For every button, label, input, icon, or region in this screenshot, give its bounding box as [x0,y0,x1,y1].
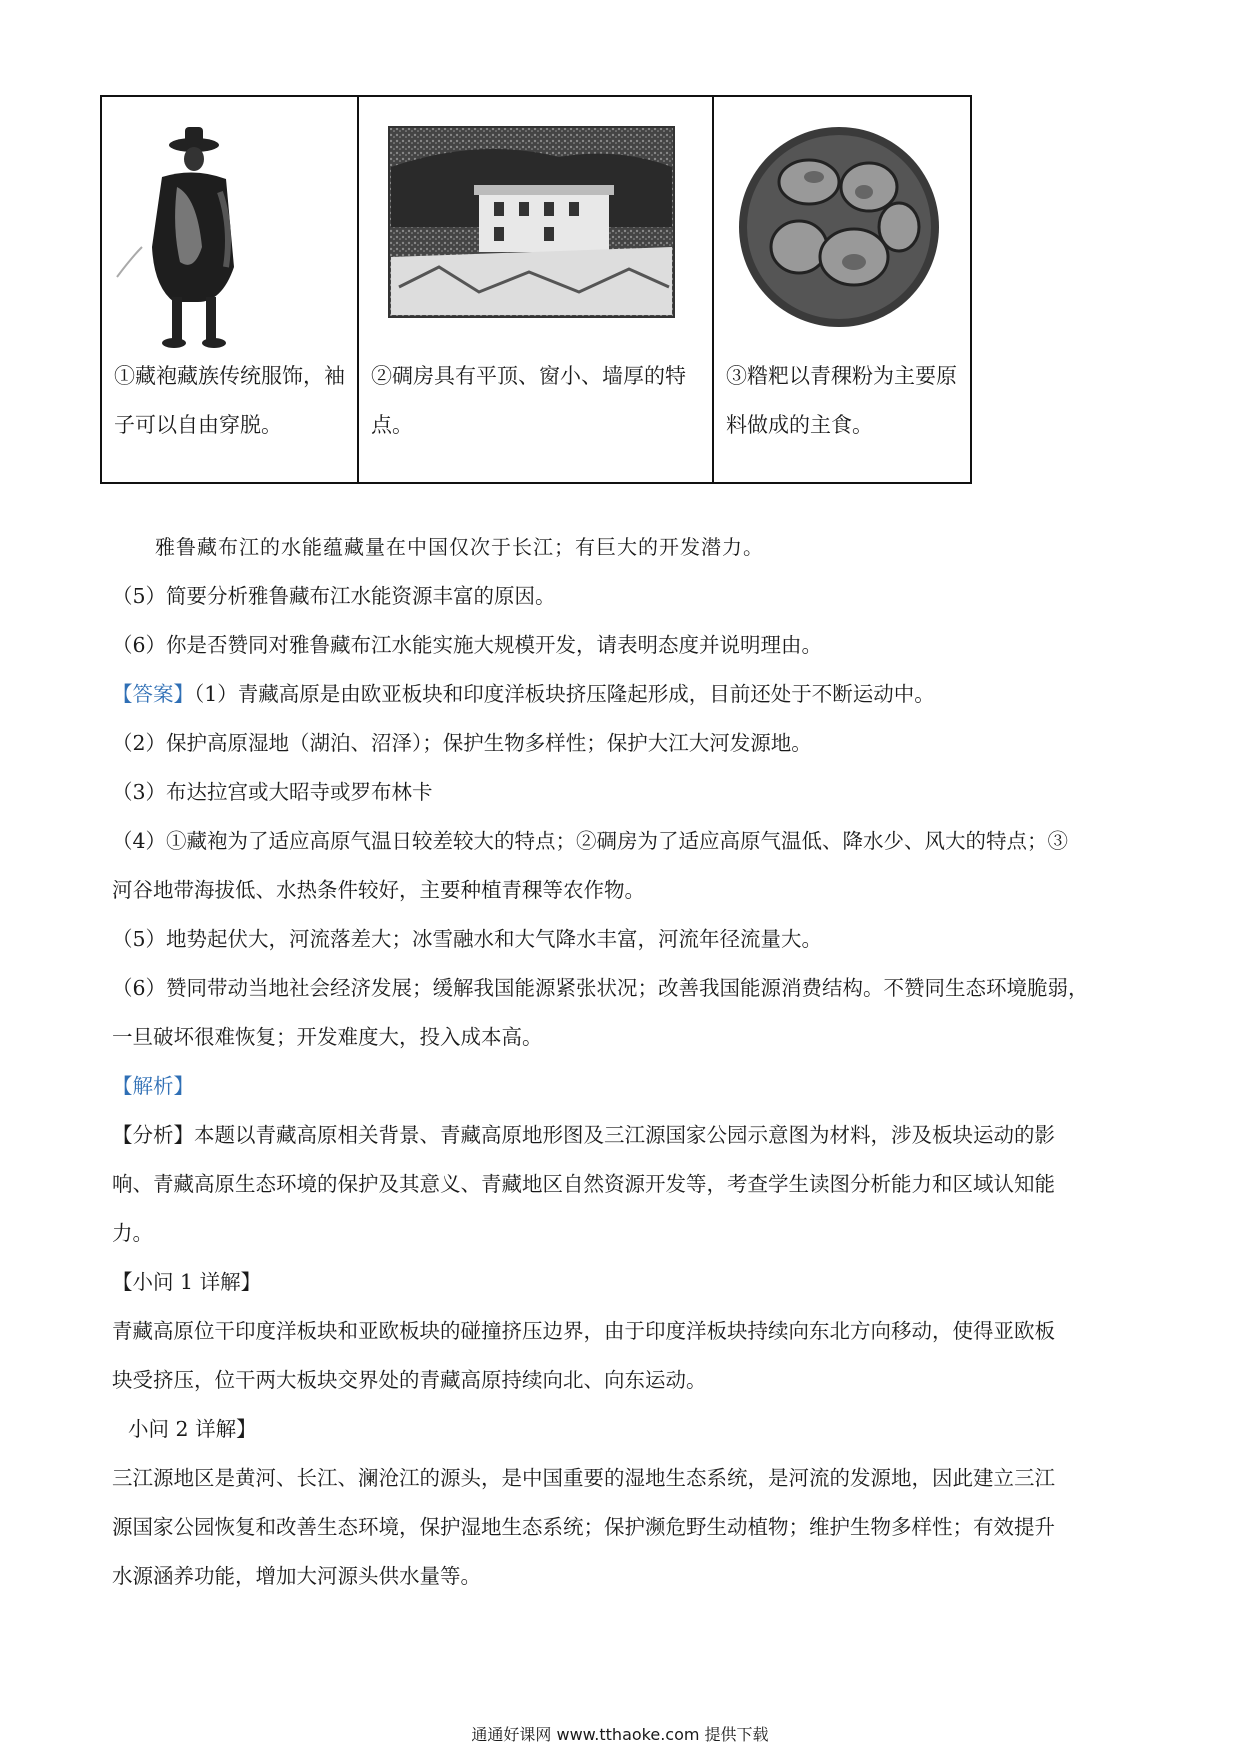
analysis-intro-line1: 【分析】本题以青藏高原相关背景、青藏高原地形图及三江源国家公园示意图为材料，涉及板块运动的影 [112,1123,1055,1147]
sub2-line2: 源国家公园恢复和改善生态环境，保护湿地生态系统；保护濒危野生动植物；维护生物多样性；有效提升 [112,1515,1055,1539]
answer-1 [112,670,1132,719]
analysis-tag: 【解析】 [112,1074,194,1098]
sub2-line3: 水源涵养功能，增加大河源头供水量等。 [112,1564,481,1588]
answer-4-line2: 河谷地带海拔低、水热条件较好，主要种植青稞等农作物。 [112,878,645,902]
sub2-line1: 三江源地区是黄河、长江、澜沧江的源头，是中国重要的湿地生态系统，是河流的发源地，因此建立三江 [112,1466,1055,1490]
sub2-heading: 小问 2 详解】 [128,1417,257,1441]
sub1-heading: 【小问 1 详解】 [112,1270,262,1294]
question-6: （6）你是否赞同对雅鲁藏布江水能实施大规模开发，请表明态度并说明理由。 [112,633,823,657]
answer-6-line1: （6）赞同带动当地社会经济发展；缓解我国能源紧张状况；改善我国能源消费结构。不赞同生态环境脆弱， [112,976,1089,1000]
analysis-intro-line2: 响、青藏高原生态环境的保护及其意义、青藏地区自然资源开发等，考查学生读图分析能力和区域认知能 [112,1172,1055,1196]
question-5: （5）简要分析雅鲁藏布江水能资源丰富的原因。 [112,584,556,608]
tibetan-robe-photo [102,97,357,352]
sub1-line1: 青藏高原位干印度洋板块和亚欧板块的碰撞挤压边界，由于印度洋板块持续向东北方向移动，使得亚欧板 [112,1319,1055,1343]
answer-3: （3）布达拉宫或大昭寺或罗布林卡 [112,780,433,804]
footer-watermark: 通通好课网 www.tthaoke.com 提供下载 [471,1725,769,1744]
answer-4-line1: （4）①藏袍为了适应高原气温日较差较大的特点；②碉房为了适应高原气温低、降水少、风大的特点；③ [112,829,1069,853]
caption-robe: ①藏袍藏族传统服饰，袖子可以自由穿脱。 [114,364,345,437]
analysis-intro-line3: 力。 [112,1221,153,1245]
caption-tsampa: ③糌粑以青稞粉为主要原料做成的主食。 [726,364,957,437]
figure-cell-robe [101,96,358,483]
answer-tag: 【答案】 [112,682,194,706]
caption-house: ②碉房具有平顶、窗小、墙厚的特点。 [371,364,686,437]
answer-5: （5）地势起伏大，河流落差大；冰雪融水和大气降水丰富，河流年径流量大。 [112,927,823,951]
answer-1-text: （1）青藏高原是由欧亚板块和印度洋板块挤压隆起形成，目前还处于不断运动中。 [194,682,935,706]
tsampa-photo [714,97,970,352]
material-text: 雅鲁藏布江的水能蕴藏量在中国仅次于长江；有巨大的开发潜力。 [155,535,764,559]
sub1-line2: 块受挤压，位干两大板块交界处的青藏高原持续向北、向东运动。 [112,1368,707,1392]
stone-house-photo [359,97,712,352]
answer-2: （2）保护高原湿地（湖泊、沼泽）；保护生物多样性；保护大江大河发源地。 [112,731,812,755]
figure-cell-house [358,96,713,483]
figure-cell-tsampa [713,96,971,483]
figure-table [100,95,972,484]
answer-6-line2: 一旦破坏很难恢复；开发难度大，投入成本高。 [112,1025,543,1049]
